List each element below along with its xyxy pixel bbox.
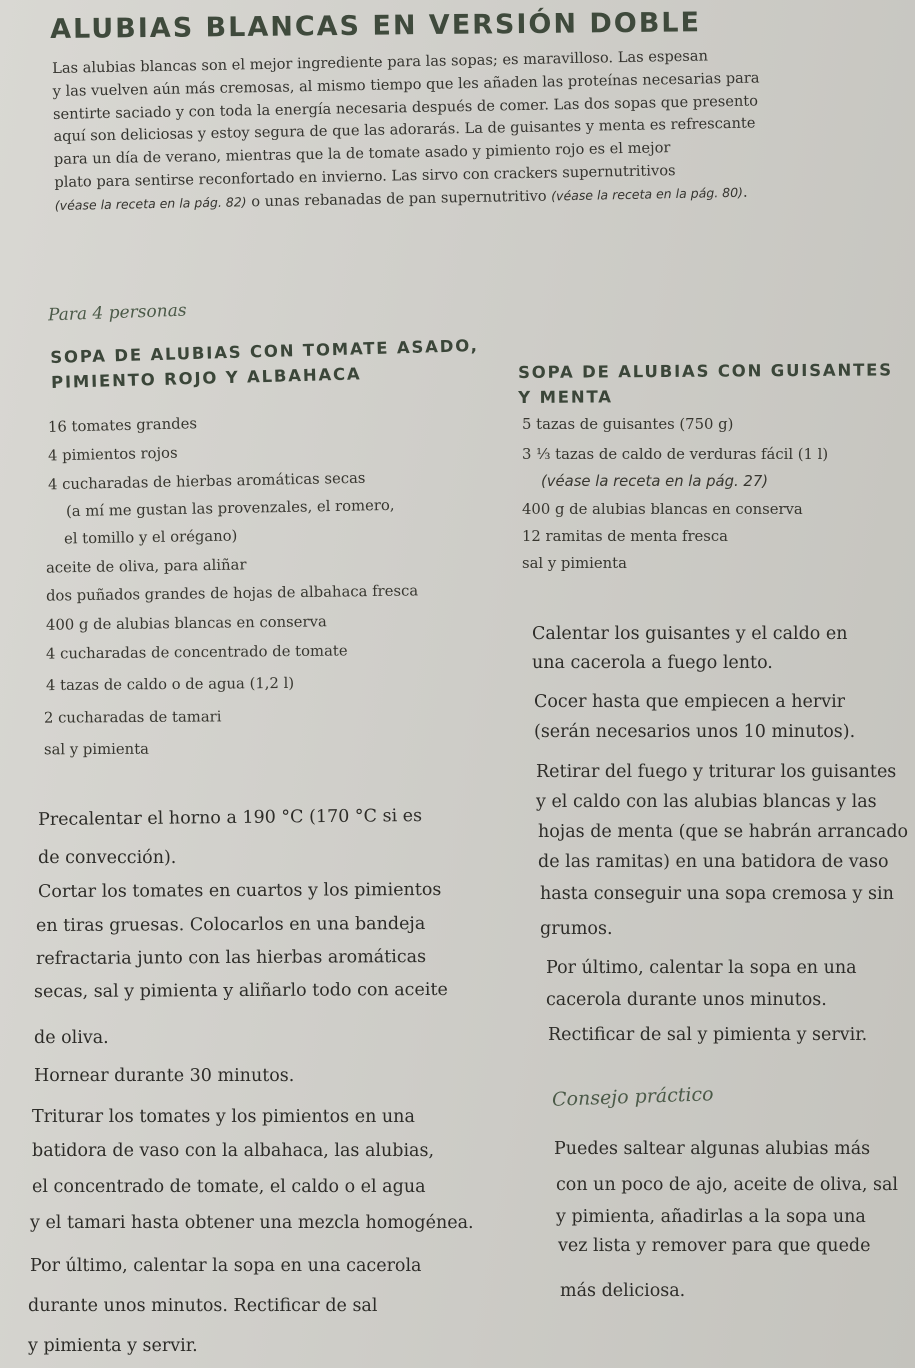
right-step-line: Rectificar de sal y pimienta y servir. xyxy=(548,1025,868,1045)
intro-line: para un día de verano, mientras que la de tomate asado y pimiento rojo es el mejor xyxy=(53,139,671,169)
intro-last-end: . xyxy=(742,183,748,201)
left-ingredient: 2 cucharadas de tamari xyxy=(43,708,222,727)
left-ingredient: (a mí me gustan las provenzales, el romero, xyxy=(65,496,395,521)
right-step-line: de las ramitas) en una batidora de vaso xyxy=(538,852,889,872)
left-ingredient: 4 pimientos rojos xyxy=(47,444,178,465)
tip-line: y pimienta, añadirlas a la sopa una xyxy=(556,1207,866,1227)
left-step-line: Hornear durante 30 minutos. xyxy=(34,1066,295,1086)
left-ingredient: aceite de oliva, para aliñar xyxy=(45,556,247,577)
left-step-line: Precalentar el horno a 190 °C (170 °C si es xyxy=(37,805,423,831)
tip-line: Puedes saltear algunas alubias más xyxy=(554,1139,871,1159)
left-title-line: SOPA DE ALUBIAS CON TOMATE ASADO, xyxy=(50,336,479,367)
tip-title: Consejo práctico xyxy=(551,1083,714,1111)
right-step-line: Calentar los guisantes y el caldo en xyxy=(532,624,848,644)
right-step-line: grumos. xyxy=(540,919,613,939)
intro-ref-bread: (véase la receta en la pág. 80) xyxy=(551,184,744,204)
right-step-line: Retirar del fuego y triturar los guisantes xyxy=(536,762,897,782)
left-ingredient: sal y pimienta xyxy=(43,740,149,759)
right-step-line: cacerola durante unos minutos. xyxy=(546,990,827,1010)
left-step-line: y pimienta y servir. xyxy=(28,1336,198,1356)
intro-line: Las alubias blancas son el mejor ingrediente para las sopas; es maravilloso. Las espesan xyxy=(52,47,709,77)
left-step-line: de oliva. xyxy=(34,1028,109,1048)
right-step-line: hojas de menta (que se habrán arrancado xyxy=(538,822,909,842)
right-step-line: (serán necesarios unos 10 minutos). xyxy=(534,722,856,742)
right-ingredient: 3 ⅓ tazas de caldo de verduras fácil (1 l) xyxy=(522,446,829,463)
intro-line: plato para sentirse reconfortado en invierno. Las sirvo con crackers supernutritivos xyxy=(54,162,676,191)
left-ingredient: el tomillo y el orégano) xyxy=(63,527,238,548)
left-step-line: en tiras gruesas. Colocarlos en una bandeja xyxy=(35,913,426,937)
left-step-line: de convección). xyxy=(38,848,177,868)
right-step-line: Cocer hasta que empiecen a hervir xyxy=(534,692,846,712)
left-recipe-title xyxy=(50,333,480,395)
left-step-line: refractaria junto con las hierbas aromáticas xyxy=(35,946,427,970)
tip-line: vez lista y remover para que quede xyxy=(558,1236,871,1256)
left-step-line: secas, sal y pimienta y aliñarlo todo con aceite xyxy=(33,979,448,1003)
right-ingredient: sal y pimienta xyxy=(522,555,627,572)
left-step-line: Triturar los tomates y los pimientos en una xyxy=(32,1107,415,1127)
tip-line: más deliciosa. xyxy=(560,1281,686,1301)
left-ingredient: 400 g de alubias blancas en conserva xyxy=(45,613,327,634)
right-step-line: Por último, calentar la sopa en una xyxy=(546,958,857,978)
intro-ref-crackers: (véase la receta en la pág. 82) xyxy=(54,194,247,213)
right-recipe-title xyxy=(518,357,893,410)
left-ingredient: 4 cucharadas de hierbas aromáticas secas xyxy=(47,469,366,494)
tip-line: con un poco de ajo, aceite de oliva, sal xyxy=(556,1175,899,1195)
right-title-line: SOPA DE ALUBIAS CON GUISANTES xyxy=(518,360,893,382)
intro-paragraph xyxy=(52,43,855,218)
left-step-line: el concentrado de tomate, el caldo o el agua xyxy=(32,1177,426,1197)
right-title-line: Y MENTA xyxy=(518,387,613,407)
left-step-line: durante unos minutos. Rectificar de sal xyxy=(28,1296,378,1316)
intro-line: y las vuelven aún más cremosas, al mismo tiempo que les añaden las proteínas necesarias para xyxy=(52,69,760,100)
right-step-line: una cacerola a fuego lento. xyxy=(532,653,773,673)
left-step-line: batidora de vaso con la albahaca, las alubias, xyxy=(32,1141,435,1161)
left-ingredient: 4 tazas de caldo o de agua (1,2 l) xyxy=(45,674,295,695)
left-step-line: y el tamari hasta obtener una mezcla homogénea. xyxy=(30,1213,474,1233)
left-ingredient: 16 tomates grandes xyxy=(47,415,198,436)
right-ingredient-ref: (véase la receta en la pág. 27) xyxy=(541,473,769,490)
servings-label: Para 4 personas xyxy=(47,300,187,326)
left-step-line: Por último, calentar la sopa en una cacerola xyxy=(30,1256,422,1276)
right-step-line: hasta conseguir una sopa cremosa y sin xyxy=(540,884,894,904)
left-ingredient: dos puñados grandes de hojas de albahaca fresca xyxy=(45,582,419,605)
left-step-line: Cortar los tomates en cuartos y los pimientos xyxy=(37,879,442,903)
left-title-line: PIMIENTO ROJO Y ALBAHACA xyxy=(50,364,362,392)
intro-line: sentirte saciado y con toda la energía necesaria después de comer. Las dos sopas que presento xyxy=(52,92,759,123)
page-title: ALUBIAS BLANCAS EN VERSIÓN DOBLE xyxy=(50,7,702,45)
right-step-line: y el caldo con las alubias blancas y las xyxy=(536,792,877,812)
right-ingredient: 5 tazas de guisantes (750 g) xyxy=(522,416,734,433)
left-ingredient: 4 cucharadas de concentrado de tomate xyxy=(45,642,348,663)
right-ingredient: 400 g de alubias blancas en conserva xyxy=(522,501,803,518)
intro-last-mid: o unas rebanadas de pan supernutritivo xyxy=(246,187,552,211)
intro-line: aquí son deliciosas y estoy segura de que las adorarás. La de guisantes y menta es refrescante xyxy=(53,114,756,146)
right-ingredient: 12 ramitas de menta fresca xyxy=(522,528,728,545)
